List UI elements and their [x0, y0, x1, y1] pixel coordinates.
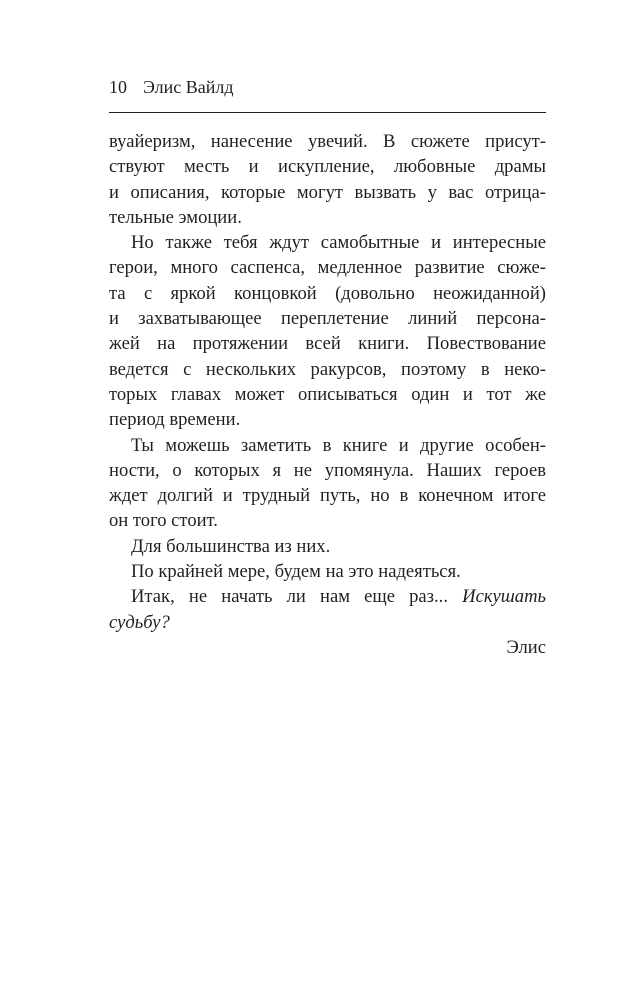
text-line: вуайеризм, нанесение увечий. В сюжете присут-: [109, 131, 546, 152]
text-line: ждет долгий и трудный путь, но в конечном итоге: [109, 485, 546, 507]
body-text: [109, 129, 546, 660]
signature-paragraph: [109, 635, 546, 660]
text-line: и захватывающее переплетение линий персона-: [109, 308, 546, 330]
paragraph: [109, 584, 546, 635]
paragraph: [109, 433, 546, 534]
text-line: Для большинства из них.: [131, 535, 331, 557]
text-line: ности, о которых я не упомянула. Наших героев: [109, 459, 546, 481]
text-line: период времени.: [109, 409, 241, 431]
text-line: судьбу?: [109, 611, 170, 633]
text-line: По крайней мере, будем на это надеяться.: [131, 561, 461, 583]
text-line: герои, много саспенса, медленное развитие сюже-: [109, 257, 546, 279]
text-line: ствуют месть и искупление, любовные драмы: [109, 156, 546, 178]
page-number: 10: [109, 77, 127, 97]
paragraph: [109, 559, 546, 584]
signature: Элис: [506, 636, 546, 658]
text-line: торых главах может описываться один и тот же: [109, 383, 546, 405]
paragraph: [109, 230, 546, 432]
header-rule: [109, 112, 546, 113]
paragraph: [109, 534, 546, 559]
text-line: тельные эмоции.: [109, 206, 242, 228]
text-line: он того стоит.: [109, 510, 218, 532]
italic-text-run: Искушать: [462, 586, 546, 608]
text-line: ведется с нескольких ракурсов, поэтому в неко-: [109, 358, 546, 380]
text-line: [109, 584, 546, 609]
running-head-author: Элис Вайлд: [143, 77, 234, 97]
text-line: та с яркой концовкой (довольно неожиданной): [109, 282, 546, 304]
text-line: Но также тебя ждут самобытные и интересные: [131, 232, 546, 254]
running-head: [109, 76, 234, 98]
paragraph: [109, 129, 546, 230]
text-line: жей на протяжении всей книги. Повествование: [109, 333, 546, 355]
text-run: Итак, не начать ли нам еще раз...: [131, 586, 463, 608]
text-line: Ты можешь заметить в книге и другие особен-: [131, 434, 546, 456]
text-line: и описания, которые могут вызвать у вас отрица-: [109, 181, 546, 203]
